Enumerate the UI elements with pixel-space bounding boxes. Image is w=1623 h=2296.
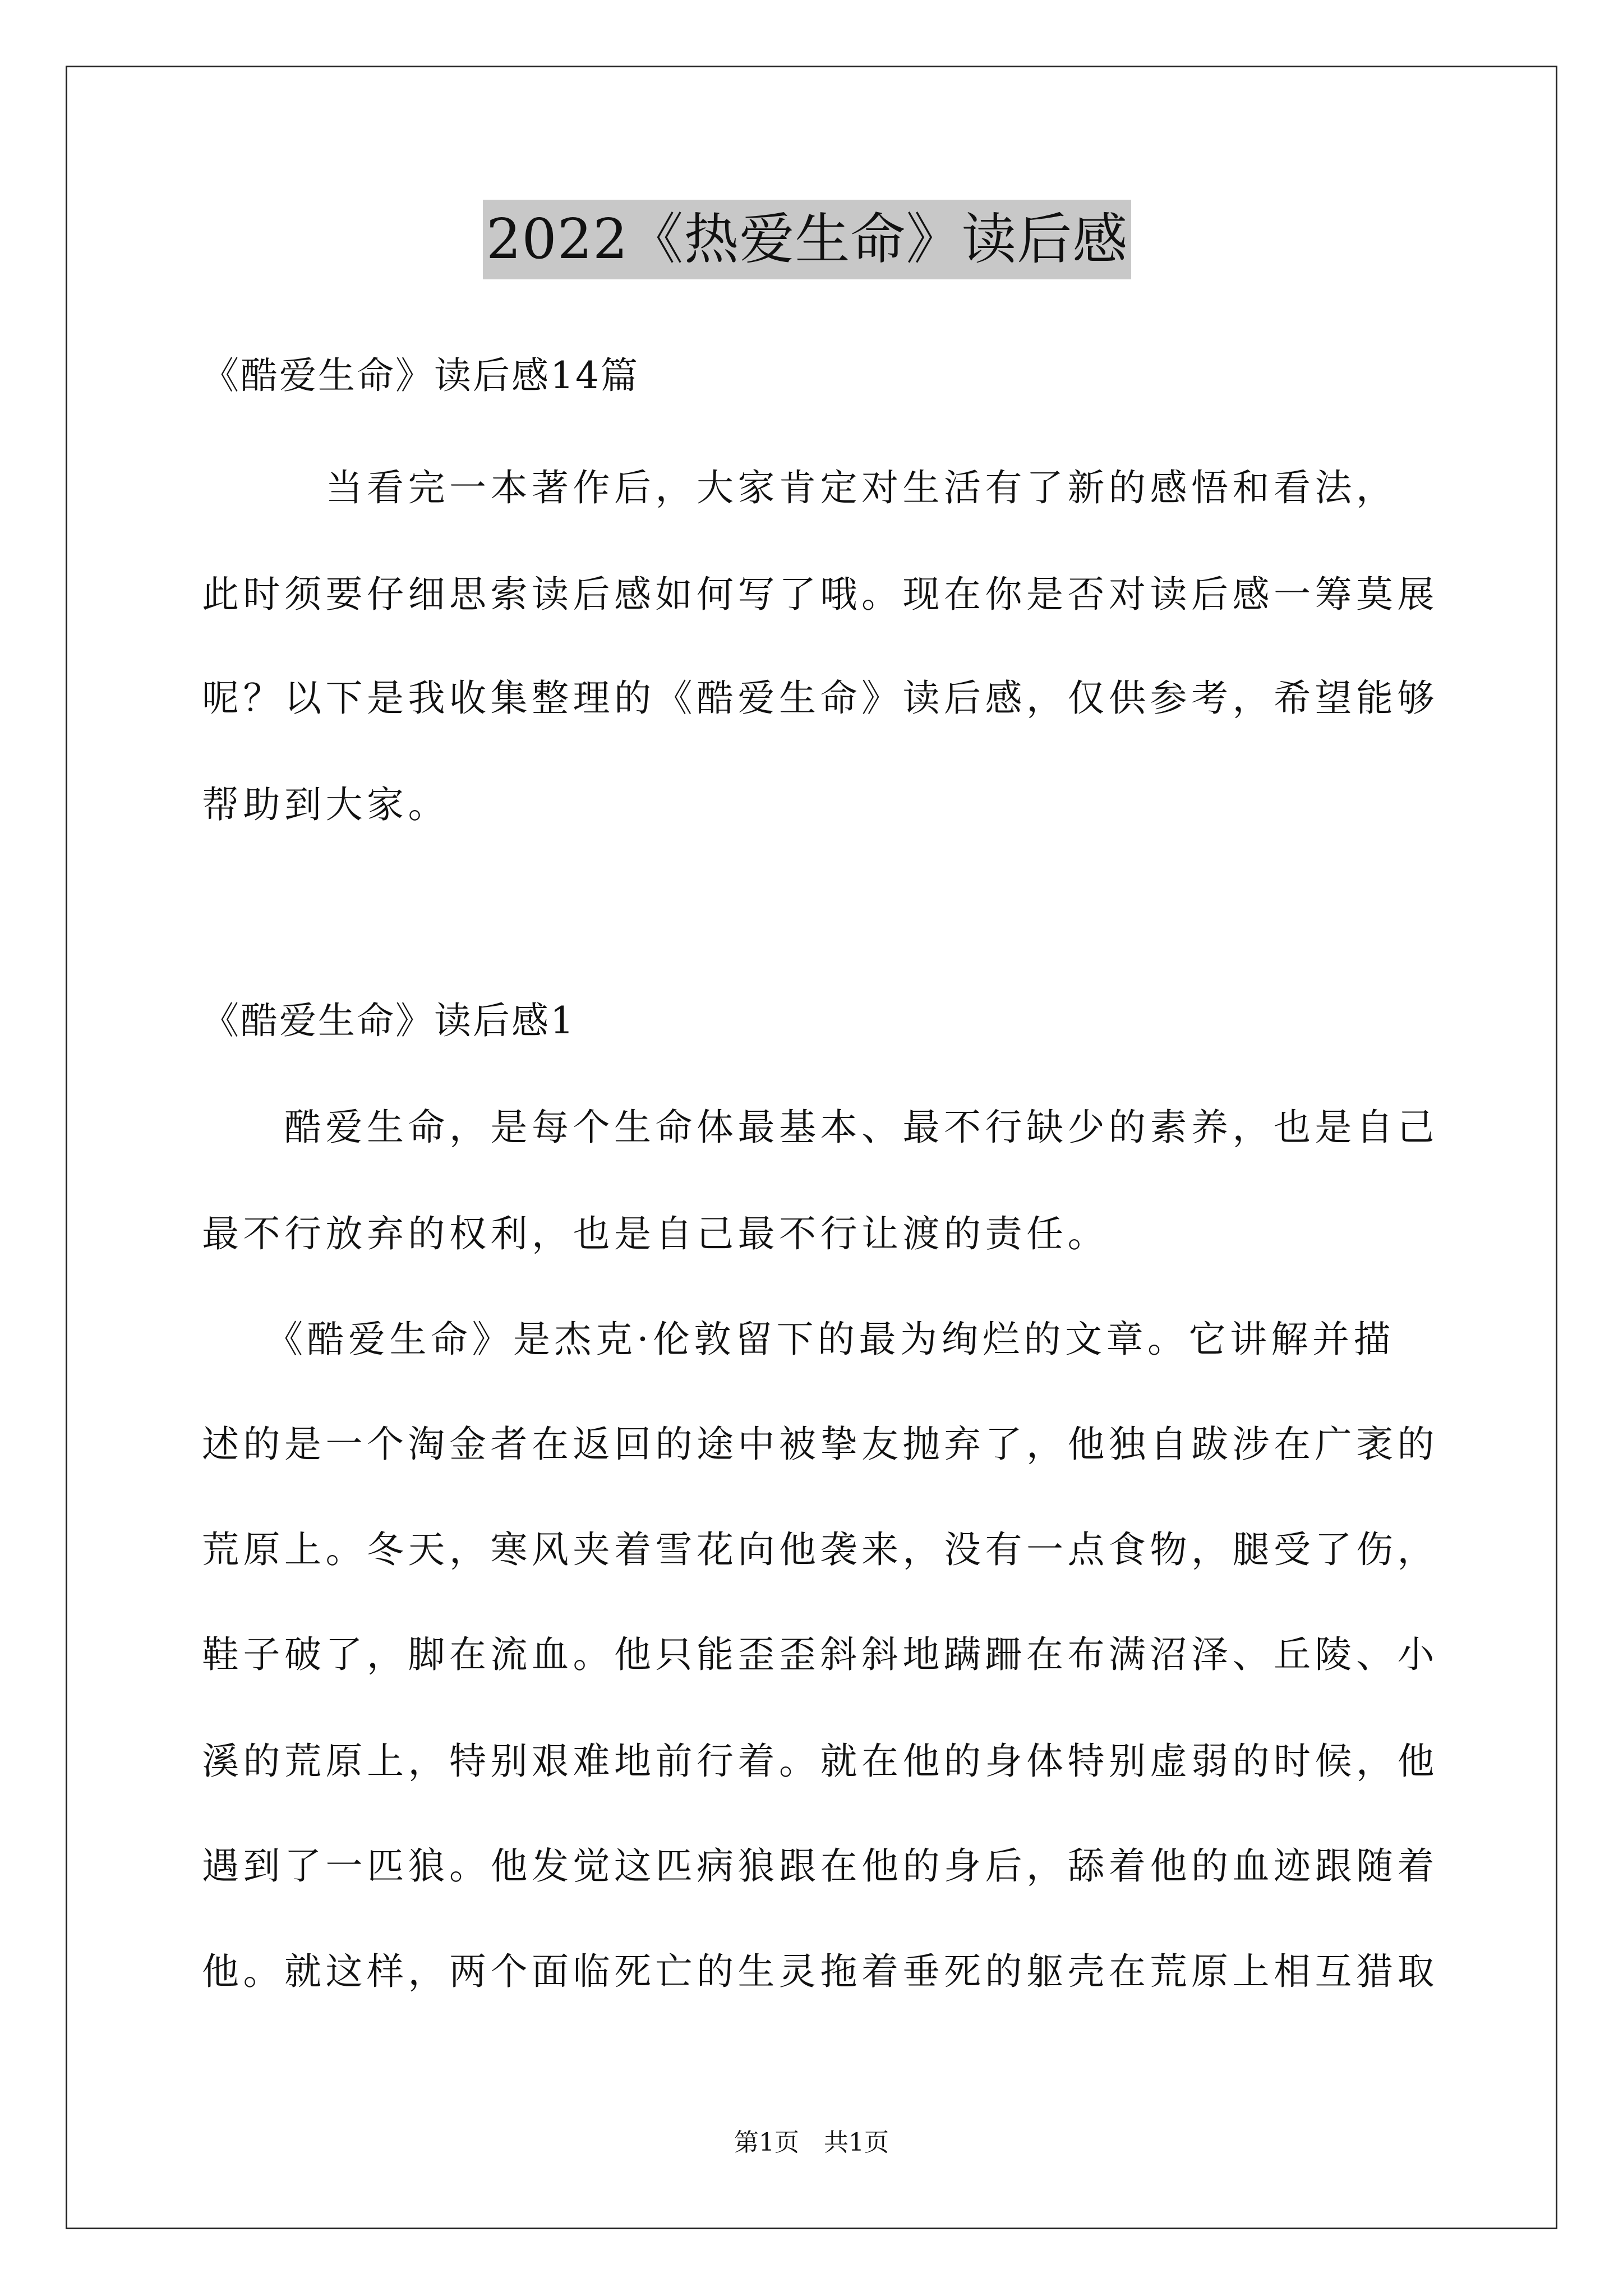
body-line: 最不行放弃的权利，也是自己最不行让渡的责任。 <box>202 1212 1109 1255</box>
intro-line: 呢？以下是我收集整理的《酷爱生命》读后感，仅供参考，希望能够 <box>202 677 1438 720</box>
body-line: 述的是一个淘金者在返回的途中被挚友抛弃了，他独自跋涉在广袤的 <box>202 1423 1438 1466</box>
document-subtitle: 《酷爱生命》读后感14篇 <box>202 354 639 397</box>
body-line: 他。就这样，两个面临死亡的生灵拖着垂死的躯壳在荒原上相互猎取 <box>202 1950 1438 1993</box>
body-line: 鞋子破了，脚在流血。他只能歪歪斜斜地蹒跚在布满沼泽、丘陵、小 <box>202 1633 1438 1676</box>
body-line: 溪的荒原上，特别艰难地前行着。就在他的身体特别虚弱的时候，他 <box>202 1740 1438 1783</box>
intro-line: 当看完一本著作后，大家肯定对生活有了新的感悟和看法， <box>202 466 1398 509</box>
body-line: 《酷爱生命》是杰克·伦敦留下的最为绚烂的文章。它讲解并描 <box>202 1318 1395 1361</box>
page-number-footer: 第1页 共1页 <box>734 2128 889 2157</box>
intro-line: 帮助到大家。 <box>202 783 449 826</box>
body-line: 酷爱生命，是每个生命体最基本、最不行缺少的素养，也是自己 <box>202 1106 1438 1149</box>
section-heading: 《酷爱生命》读后感1 <box>202 999 575 1042</box>
intro-line: 此时须要仔细思索读后感如何写了哦。现在你是否对读后感一筹莫展 <box>202 573 1438 616</box>
body-line: 荒原上。冬天，寒风夹着雪花向他袭来，没有一点食物，腿受了伤， <box>202 1528 1438 1571</box>
body-line: 遇到了一匹狼。他发觉这匹病狼跟在他的身后，舔着他的血迹跟随着 <box>202 1844 1438 1888</box>
document-title: 2022《热爱生命》读后感 <box>483 200 1131 279</box>
